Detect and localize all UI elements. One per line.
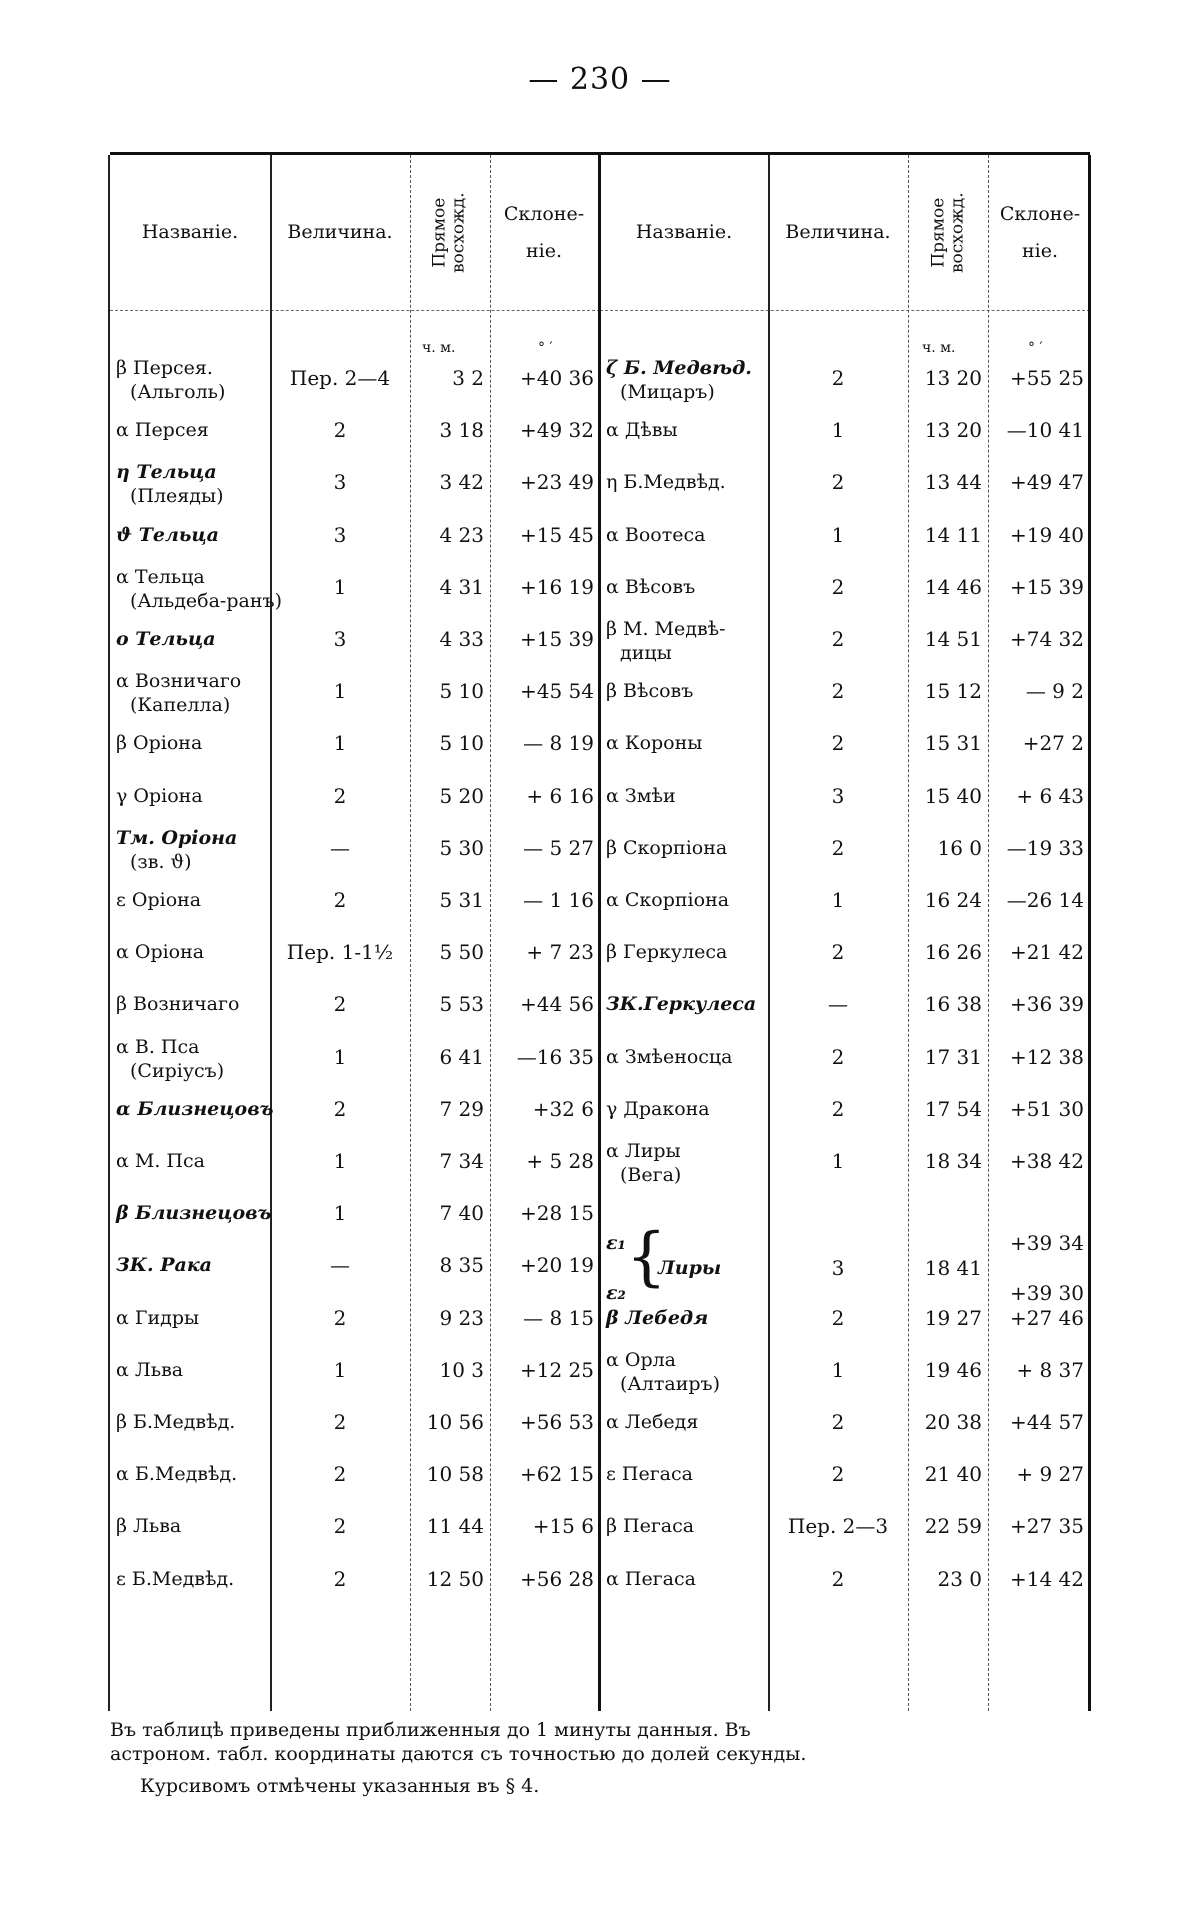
- star-name: α Лиры: [606, 1140, 681, 1162]
- star-declination: —16 35: [516, 1045, 594, 1069]
- star-magnitude: 2: [831, 575, 845, 599]
- star-right-ascension: 10 56: [426, 1410, 484, 1434]
- star-declination: —19 33: [1006, 836, 1084, 860]
- star-magnitude: Пер. 2—4: [289, 366, 391, 390]
- star-magnitude: 2: [831, 366, 845, 390]
- star-declination: — 8 19: [523, 731, 594, 755]
- footer-note-line1: Въ таблицѣ приведены приближенныя до 1 минуты данныя. Въ: [110, 1719, 751, 1741]
- star-name: β Близнецовъ: [116, 1202, 272, 1224]
- star-name-note: (Альголь): [130, 381, 226, 403]
- page-number: — 230 —: [528, 62, 672, 97]
- star-name: α Короны: [606, 732, 703, 754]
- star-right-ascension: 16 38: [924, 992, 982, 1016]
- star-name: α Лебедя: [606, 1411, 699, 1433]
- star-name: η Тельца: [116, 461, 217, 483]
- units-dec-right: ° ′: [1028, 340, 1043, 356]
- star-right-ascension: 16 0: [937, 836, 982, 860]
- star-name: ζ Б. Медвѣд.: [606, 357, 752, 379]
- lyra-dec1: +39 34: [1009, 1231, 1084, 1255]
- star-name: β Льва: [116, 1515, 182, 1537]
- star-magnitude: 2: [831, 731, 845, 755]
- star-declination: +19 40: [1009, 523, 1084, 547]
- star-magnitude: 1: [831, 523, 845, 547]
- star-name: α Б.Медвѣд.: [116, 1463, 238, 1485]
- header-dec-right: [990, 155, 1090, 310]
- star-magnitude: —: [330, 1253, 350, 1277]
- header-ra-line2: восхожд.: [947, 192, 968, 273]
- header-dec-line2: ніе.: [1021, 239, 1059, 262]
- star-magnitude: 2: [333, 418, 347, 442]
- star-magnitude: 3: [831, 784, 845, 808]
- star-name: α Дѣвы: [606, 419, 678, 441]
- star-declination: — 8 15: [523, 1306, 594, 1330]
- header-name-right: Названіе.: [635, 221, 733, 244]
- star-magnitude: 2: [831, 1462, 845, 1486]
- star-magnitude: 2: [333, 1306, 347, 1330]
- star-declination: +49 32: [519, 418, 594, 442]
- star-right-ascension: 4 23: [439, 523, 484, 547]
- rule-right-edge: [1088, 155, 1091, 1711]
- star-magnitude: —: [330, 836, 350, 860]
- star-name-note: (Алтаиръ): [620, 1373, 721, 1395]
- header-ra-line1: Прямое: [429, 197, 450, 268]
- star-name: α Змѣеносца: [606, 1046, 733, 1068]
- star-name: Тм. Оріона: [116, 827, 238, 849]
- star-name-note: (Капелла): [130, 694, 231, 716]
- star-right-ascension: 10 58: [426, 1462, 484, 1486]
- star-name-note: (Альдеба-ранъ): [130, 590, 282, 612]
- star-magnitude: 2: [831, 1097, 845, 1121]
- star-name: ε Оріона: [116, 889, 202, 911]
- lyra-magnitude: 3: [831, 1256, 845, 1280]
- star-right-ascension: 7 40: [439, 1201, 484, 1225]
- star-declination: +16 19: [519, 575, 594, 599]
- star-declination: — 1 16: [523, 888, 594, 912]
- star-right-ascension: 16 26: [924, 940, 982, 964]
- star-declination: +27 2: [1022, 731, 1084, 755]
- star-right-ascension: 5 30: [439, 836, 484, 860]
- star-declination: +20 19: [519, 1253, 594, 1277]
- star-right-ascension: 5 20: [439, 784, 484, 808]
- star-right-ascension: 23 0: [937, 1567, 982, 1591]
- star-declination: +28 15: [519, 1201, 594, 1225]
- header-dec-line1: Склоне-: [999, 203, 1081, 226]
- star-right-ascension: 14 11: [924, 523, 982, 547]
- star-declination: — 5 27: [523, 836, 594, 860]
- lyra-eps1: ε₁: [606, 1232, 626, 1254]
- star-right-ascension: 18 34: [924, 1149, 982, 1173]
- star-declination: +44 56: [519, 992, 594, 1016]
- star-name: ε Пегаса: [606, 1463, 693, 1485]
- star-right-ascension: 10 3: [439, 1358, 484, 1382]
- star-declination: +38 42: [1009, 1149, 1084, 1173]
- star-declination: +55 25: [1009, 366, 1084, 390]
- star-name: α Близнецовъ: [116, 1098, 274, 1120]
- units-ra-left: ч. м.: [422, 340, 456, 356]
- header-separator-left: [110, 310, 600, 311]
- star-magnitude: 1: [333, 575, 347, 599]
- star-right-ascension: 13 20: [924, 366, 982, 390]
- star-name: α Оріона: [116, 941, 205, 963]
- star-magnitude: 2: [831, 1045, 845, 1069]
- star-name-note: дицы: [620, 642, 672, 664]
- star-magnitude: 2: [831, 470, 845, 494]
- star-declination: +36 39: [1009, 992, 1084, 1016]
- star-declination: +12 25: [519, 1358, 594, 1382]
- star-right-ascension: 9 23: [439, 1306, 484, 1330]
- star-name: η Б.Медвѣд.: [606, 471, 726, 493]
- star-declination: + 6 43: [1016, 784, 1084, 808]
- star-right-ascension: 5 53: [439, 992, 484, 1016]
- star-right-ascension: 16 24: [924, 888, 982, 912]
- star-declination: +40 36: [519, 366, 594, 390]
- star-magnitude: Пер. 2—3: [787, 1514, 889, 1538]
- star-declination: +74 32: [1009, 627, 1084, 651]
- star-magnitude: 1: [333, 731, 347, 755]
- star-magnitude: 2: [831, 836, 845, 860]
- star-magnitude: 2: [333, 1462, 347, 1486]
- star-magnitude: 2: [831, 1567, 845, 1591]
- header-ra-left: [410, 155, 488, 310]
- star-declination: +21 42: [1009, 940, 1084, 964]
- star-name: α Орла: [606, 1349, 677, 1371]
- star-right-ascension: 15 40: [924, 784, 982, 808]
- star-declination: + 5 28: [526, 1149, 594, 1173]
- star-right-ascension: 15 31: [924, 731, 982, 755]
- star-right-ascension: 8 35: [439, 1253, 484, 1277]
- star-name: α Змѣи: [606, 785, 676, 807]
- star-magnitude: 2: [831, 1306, 845, 1330]
- star-name: α Возничаго: [116, 670, 242, 692]
- star-declination: +27 46: [1009, 1306, 1084, 1330]
- star-name: α Скорпіона: [606, 889, 730, 911]
- star-name: α Воотеса: [606, 524, 706, 546]
- star-name: β Возничаго: [116, 993, 240, 1015]
- star-right-ascension: 5 31: [439, 888, 484, 912]
- star-declination: + 6 16: [526, 784, 594, 808]
- star-right-ascension: 4 33: [439, 627, 484, 651]
- rule-mag-ra-right: [908, 155, 909, 1711]
- header-ra-line1: Прямое: [928, 197, 949, 268]
- units-ra-right: ч. м.: [922, 340, 956, 356]
- lyra-dec2: +39 30: [1009, 1281, 1084, 1305]
- star-magnitude: 1: [831, 888, 845, 912]
- star-right-ascension: 13 20: [924, 418, 982, 442]
- star-right-ascension: 22 59: [924, 1514, 982, 1538]
- star-magnitude: 1: [333, 1358, 347, 1382]
- star-right-ascension: 3 2: [452, 366, 484, 390]
- star-magnitude: 2: [333, 1567, 347, 1591]
- star-declination: —10 41: [1006, 418, 1084, 442]
- footer-note-line2: астроном. табл. координаты даются съ точностью до долей секунды.: [110, 1743, 807, 1765]
- star-name: γ Дракона: [606, 1098, 710, 1120]
- star-magnitude: 1: [831, 418, 845, 442]
- star-right-ascension: 12 50: [426, 1567, 484, 1591]
- star-magnitude: 1: [831, 1149, 845, 1173]
- star-magnitude: 1: [333, 1045, 347, 1069]
- star-name-note: (зв. ϑ): [130, 851, 192, 873]
- star-declination: +51 30: [1009, 1097, 1084, 1121]
- star-right-ascension: 14 51: [924, 627, 982, 651]
- star-right-ascension: 15 12: [924, 679, 982, 703]
- star-name: β Лебедя: [606, 1307, 709, 1329]
- star-name: ϑ Тельца: [116, 524, 219, 546]
- star-name: ε Б.Медвѣд.: [116, 1568, 235, 1590]
- star-declination: +15 39: [1009, 575, 1084, 599]
- star-magnitude: 2: [333, 1097, 347, 1121]
- star-name: β Оріона: [116, 732, 203, 754]
- star-magnitude: 2: [333, 1514, 347, 1538]
- star-right-ascension: 7 34: [439, 1149, 484, 1173]
- star-right-ascension: 19 46: [924, 1358, 982, 1382]
- star-magnitude: 1: [333, 679, 347, 703]
- star-declination: + 7 23: [526, 940, 594, 964]
- star-declination: +27 35: [1009, 1514, 1084, 1538]
- rule-center: [598, 155, 601, 1711]
- star-declination: +56 53: [519, 1410, 594, 1434]
- star-right-ascension: 13 44: [924, 470, 982, 494]
- star-right-ascension: 19 27: [924, 1306, 982, 1330]
- star-magnitude: 2: [333, 784, 347, 808]
- star-name: α В. Пса: [116, 1036, 200, 1058]
- star-declination: +32 6: [532, 1097, 594, 1121]
- star-name: α Вѣсовъ: [606, 576, 696, 598]
- star-name-note: (Плеяды): [130, 485, 224, 507]
- star-declination: +15 6: [532, 1514, 594, 1538]
- header-dec-left: [490, 155, 598, 310]
- star-declination: — 9 2: [1025, 679, 1084, 703]
- star-name: β М. Медвѣ-: [606, 618, 726, 640]
- star-name: γ Оріона: [116, 785, 203, 807]
- header-magnitude-right: Величина.: [785, 221, 891, 244]
- star-name: α М. Пса: [116, 1150, 205, 1172]
- header-dec-line1: Склоне-: [503, 203, 585, 226]
- header-dec-line2: ніе.: [525, 239, 563, 262]
- footer-note-line3: Курсивомъ отмѣчены указанныя въ § 4.: [140, 1775, 540, 1797]
- star-magnitude: 3: [333, 627, 347, 651]
- star-magnitude: 1: [831, 1358, 845, 1382]
- header-magnitude-left: Величина.: [287, 221, 393, 244]
- star-magnitude: 2: [333, 1410, 347, 1434]
- lyra-name: Лиры: [658, 1257, 722, 1279]
- star-right-ascension: 20 38: [924, 1410, 982, 1434]
- star-magnitude: 2: [831, 940, 845, 964]
- star-name: β Скорпіона: [606, 837, 728, 859]
- star-table: [110, 152, 1090, 1711]
- star-name: ЗК. Рака: [116, 1254, 212, 1276]
- star-right-ascension: 4 31: [439, 575, 484, 599]
- star-declination: + 9 27: [1016, 1462, 1084, 1486]
- star-name: β Вѣсовъ: [606, 680, 694, 702]
- star-right-ascension: 6 41: [439, 1045, 484, 1069]
- lyra-ra: 18 41: [924, 1256, 982, 1280]
- header-ra-line2: восхожд.: [448, 192, 469, 273]
- star-name: β Геркулеса: [606, 941, 728, 963]
- star-name-note: (Вега): [620, 1164, 682, 1186]
- star-name: α Тельца: [116, 566, 205, 588]
- star-right-ascension: 5 50: [439, 940, 484, 964]
- star-magnitude: 1: [333, 1201, 347, 1225]
- star-declination: +62 15: [519, 1462, 594, 1486]
- star-name: β Пегаса: [606, 1515, 695, 1537]
- star-name-note: (Мицаръ): [620, 381, 715, 403]
- star-right-ascension: 3 18: [439, 418, 484, 442]
- star-magnitude: 3: [333, 523, 347, 547]
- star-magnitude: 2: [831, 627, 845, 651]
- star-name: α Пегаса: [606, 1568, 696, 1590]
- star-name: ο Тельца: [116, 628, 216, 650]
- star-name: α Льва: [116, 1359, 184, 1381]
- star-name: ЗК.Геркулеса: [606, 993, 757, 1015]
- star-name-note: (Сиріусъ): [130, 1060, 225, 1082]
- star-declination: +15 45: [519, 523, 594, 547]
- header-name-left: Названіе.: [141, 221, 239, 244]
- star-declination: +44 57: [1009, 1410, 1084, 1434]
- rule-ra-dec-right: [988, 155, 989, 1711]
- lyra-brace: {: [626, 1220, 667, 1294]
- star-declination: +45 54: [519, 679, 594, 703]
- star-right-ascension: 21 40: [924, 1462, 982, 1486]
- star-declination: +12 38: [1009, 1045, 1084, 1069]
- lyra-eps2: ε₂: [606, 1282, 626, 1304]
- header-ra-right: [908, 155, 988, 310]
- star-magnitude: 2: [831, 679, 845, 703]
- star-declination: —26 14: [1006, 888, 1084, 912]
- star-right-ascension: 14 46: [924, 575, 982, 599]
- star-declination: +56 28: [519, 1567, 594, 1591]
- star-magnitude: Пер. 1-1½: [286, 940, 394, 964]
- star-name: β Персея.: [116, 357, 213, 379]
- rule-mag-ra-left: [410, 155, 411, 1711]
- rule-left-edge: [108, 155, 110, 1711]
- star-name: α Гидры: [116, 1307, 200, 1329]
- star-right-ascension: 5 10: [439, 679, 484, 703]
- star-declination: +15 39: [519, 627, 594, 651]
- star-right-ascension: 17 54: [924, 1097, 982, 1121]
- header-separator-right: [600, 310, 1090, 311]
- star-right-ascension: 11 44: [426, 1514, 484, 1538]
- star-magnitude: 1: [333, 1149, 347, 1173]
- star-magnitude: 2: [333, 888, 347, 912]
- star-name: β Б.Медвѣд.: [116, 1411, 236, 1433]
- star-right-ascension: 3 42: [439, 470, 484, 494]
- star-declination: +23 49: [519, 470, 594, 494]
- star-magnitude: —: [828, 992, 848, 1016]
- star-declination: +14 42: [1009, 1567, 1084, 1591]
- star-name: α Персея: [116, 419, 209, 441]
- star-right-ascension: 17 31: [924, 1045, 982, 1069]
- star-declination: + 8 37: [1016, 1358, 1084, 1382]
- star-declination: +49 47: [1009, 470, 1084, 494]
- star-right-ascension: 5 10: [439, 731, 484, 755]
- star-magnitude: 2: [831, 1410, 845, 1434]
- rule-ra-dec-left: [490, 155, 491, 1711]
- star-right-ascension: 7 29: [439, 1097, 484, 1121]
- star-magnitude: 3: [333, 470, 347, 494]
- units-dec-left: ° ′: [538, 340, 553, 356]
- star-magnitude: 2: [333, 992, 347, 1016]
